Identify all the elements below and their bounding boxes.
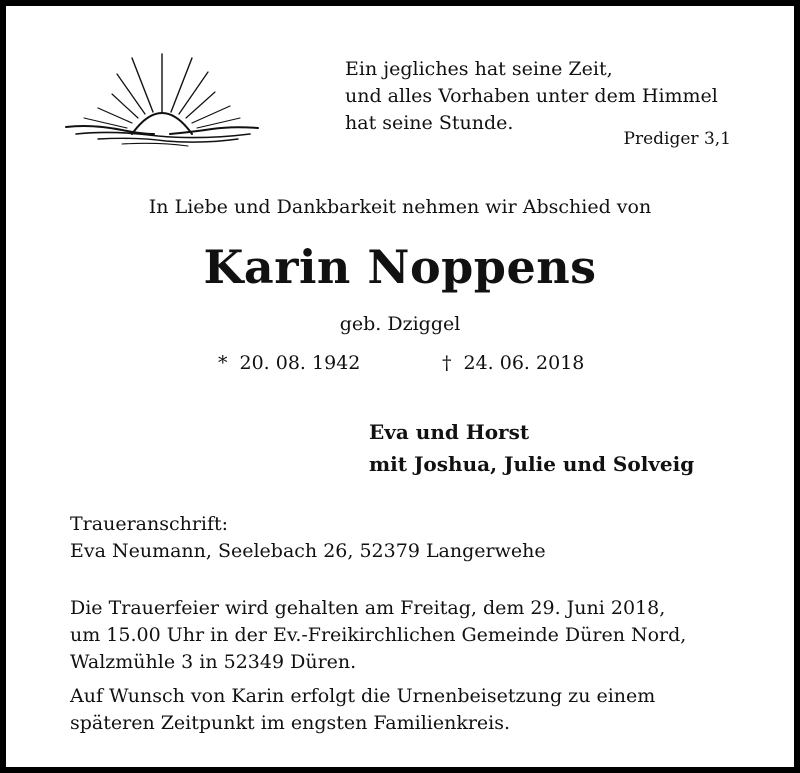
urn-burial-info — [70, 683, 655, 737]
ceremony-line: Die Trauerfeier wird gehalten am Freitag, dem 29. Juni 2018, — [70, 597, 666, 619]
death-date: 24. 06. 2018 — [463, 352, 585, 374]
birth-symbol: * — [218, 352, 228, 374]
farewell-intro: In Liebe und Dankbarkeit nehmen wir Abschied von — [148, 196, 652, 218]
ceremony-line: um 15.00 Uhr in der Ev.-Freikirchlichen Gemeinde Düren Nord, — [70, 624, 687, 646]
mourner-line: mit Joshua, Julie und Solveig — [369, 452, 695, 476]
burial-line: Auf Wunsch von Karin erfolgt die Urnenbeisetzung zu einem — [70, 685, 656, 707]
burial-line: späteren Zeitpunkt im engsten Familienkreis. — [70, 712, 511, 734]
maiden-name: geb. Dziggel — [339, 313, 461, 335]
cross-symbol: † — [442, 352, 452, 374]
verse-line: Ein jegliches hat seine Zeit, — [345, 58, 613, 80]
ceremony-line: Walzmühle 3 in 52349 Düren. — [70, 651, 357, 673]
mourner-line: Eva und Horst — [369, 420, 530, 444]
funeral-ceremony-info — [70, 595, 686, 676]
bible-verse — [345, 56, 718, 137]
mourning-address — [70, 511, 546, 565]
verse-line: und alles Vorhaben unter dem Himmel — [345, 85, 718, 107]
verse-line: hat seine Stunde. — [345, 112, 514, 134]
rising-sun-icon — [62, 50, 262, 160]
birth-date-row — [218, 352, 360, 374]
verse-source: Prediger 3,1 — [623, 129, 731, 149]
deceased-name: Karin Noppens — [203, 240, 597, 294]
birth-date: 20. 08. 1942 — [239, 352, 361, 374]
death-date-row — [442, 352, 584, 374]
address-label: Traueranschrift: — [70, 513, 229, 535]
mourners-block — [369, 416, 694, 480]
address-value: Eva Neumann, Seelebach 26, 52379 Langerwehe — [70, 540, 546, 562]
